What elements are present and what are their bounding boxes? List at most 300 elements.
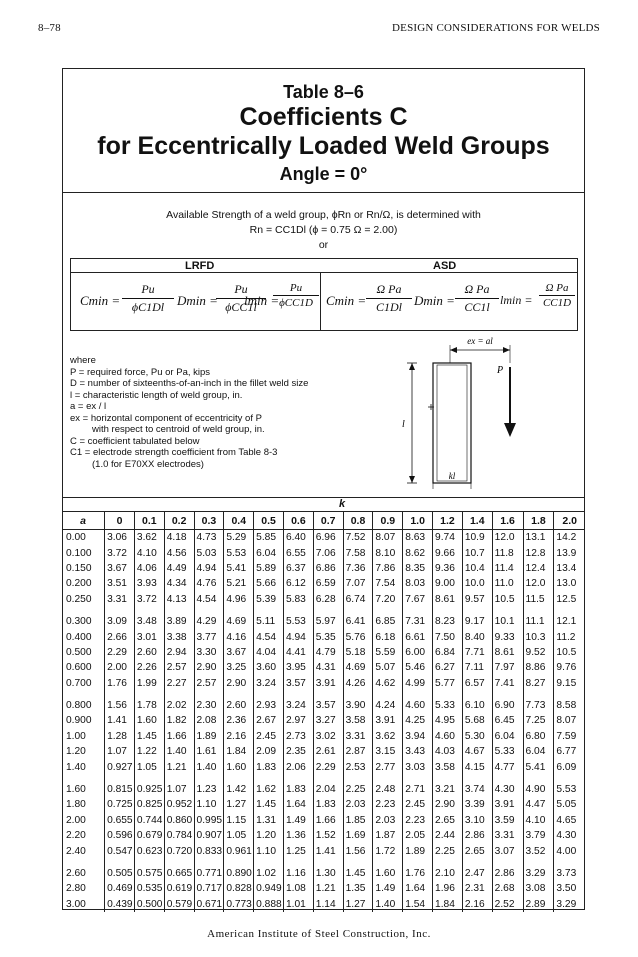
coefficient-cell: 10.4 (462, 561, 492, 576)
coefficient-cell: 3.67 (105, 561, 135, 576)
coefficient-cell: 2.06 (283, 759, 313, 774)
coefficient-cell: 4.77 (492, 759, 523, 774)
coefficient-cell: 2.60 (134, 645, 164, 660)
coefficient-cell: 3.52 (523, 843, 554, 858)
coefficient-cell: 2.77 (373, 759, 403, 774)
coefficient-cell: 3.31 (492, 828, 523, 843)
coefficient-cell: 6.84 (433, 645, 463, 660)
available-strength-line2: Rn = CC1Dl (ϕ = 0.75 Ω = 2.00) (249, 224, 398, 236)
coefficient-cell: 1.69 (343, 828, 373, 843)
asd-cmin-denominator: C1Dl (375, 300, 402, 314)
coefficient-cell: 14.2 (554, 530, 585, 546)
asd-dmin-fraction (455, 282, 499, 315)
coefficient-cell: 5.33 (492, 744, 523, 759)
coefficient-cell: 1.45 (134, 729, 164, 744)
a-value-cell: 0.500 (66, 646, 92, 658)
coefficient-cell: 3.39 (462, 797, 492, 812)
coefficient-cell: 4.54 (194, 592, 224, 607)
coefficient-cell: 8.10 (373, 545, 403, 560)
coefficient-cell: 2.48 (373, 782, 403, 797)
coefficient-cell: 4.60 (403, 698, 433, 713)
coefficient-cell: 1.72 (373, 843, 403, 858)
ex-arrow-right (503, 347, 510, 353)
coefficient-cell: 5.21 (224, 576, 254, 591)
k-column-header: 2.0 (554, 512, 585, 530)
coefficient-cell: 0.665 (164, 866, 194, 881)
coefficient-cell: 9.66 (433, 545, 463, 560)
coefficient-cell: 2.65 (433, 813, 463, 828)
coefficient-cell: 10.5 (554, 645, 585, 660)
lrfd-cmin-denominator: ϕC1Dl (131, 300, 165, 314)
coefficient-cell: 11.8 (492, 545, 523, 560)
coefficient-cell: 6.27 (433, 660, 463, 675)
coefficient-cell: 3.01 (134, 629, 164, 644)
coefficient-cell: 10.3 (523, 629, 554, 644)
coefficient-cell: 3.43 (403, 744, 433, 759)
a-value-cell: 0.150 (66, 562, 92, 574)
coefficient-cell: 3.06 (105, 530, 135, 546)
coefficient-cell: 0.619 (164, 881, 194, 896)
coefficient-cell: 3.95 (283, 660, 313, 675)
coefficient-cell: 4.16 (224, 629, 254, 644)
lrfd-cmin-numerator: Pu (122, 282, 174, 299)
table-row (62, 660, 585, 675)
lrfd-lmin-denominator: ϕCC1D (279, 297, 313, 309)
coefficient-cell: 1.66 (164, 729, 194, 744)
coefficient-cell: 0.815 (105, 782, 135, 797)
a-value-cell: 0.100 (66, 547, 92, 559)
coefficient-cell: 5.53 (224, 545, 254, 560)
coefficient-cell: 2.60 (224, 698, 254, 713)
coefficient-cell: 5.11 (254, 614, 284, 629)
coefficient-cell: 3.91 (313, 676, 343, 691)
coefficient-cell: 10.9 (462, 530, 492, 546)
coefficient-cell: 1.84 (433, 897, 463, 912)
coefficient-cell: 5.66 (254, 576, 284, 591)
coefficient-cell: 4.99 (403, 676, 433, 691)
coefficient-cell: 1.99 (134, 676, 164, 691)
page-number: 8–78 (38, 22, 61, 34)
k-header-row (62, 512, 585, 530)
table-top-rule (62, 497, 585, 498)
coefficient-cell: 3.89 (164, 614, 194, 629)
coefficient-cell: 11.4 (492, 561, 523, 576)
coefficient-cell: 4.94 (194, 561, 224, 576)
coefficient-cell: 6.18 (373, 629, 403, 644)
table-row (62, 698, 585, 713)
a-value-cell: 0.900 (66, 715, 92, 727)
coefficient-cell: 0.547 (105, 843, 135, 858)
coefficient-cell: 2.45 (254, 729, 284, 744)
coefficient-cell: 0.505 (105, 866, 135, 881)
coefficient-cell: 13.1 (523, 530, 554, 546)
coefficient-cell: 2.05 (403, 828, 433, 843)
asd-lmin-numerator: Ω Pa (539, 282, 575, 296)
group-spacer (62, 775, 585, 782)
coefficient-cell: 2.73 (283, 729, 313, 744)
weld-inner (437, 365, 467, 481)
table-row (62, 629, 585, 644)
coefficient-cell: 9.17 (462, 614, 492, 629)
coefficient-cell: 1.85 (343, 813, 373, 828)
k-column-header: 0.7 (313, 512, 343, 530)
coefficient-cell: 2.29 (313, 759, 343, 774)
coefficient-cell: 0.679 (134, 828, 164, 843)
lrfd-lmin-lhs: lmin = (244, 293, 280, 308)
definition-c1-cont: (1.0 for E70XX electrodes) (92, 458, 204, 470)
a-value-cell: 3.00 (66, 898, 86, 910)
weld-outline (433, 363, 471, 483)
coefficient-cell: 7.36 (343, 561, 373, 576)
coefficient-cell: 4.30 (492, 782, 523, 797)
coefficient-cell: 2.29 (105, 645, 135, 660)
l-arrow-bottom (409, 476, 415, 483)
definitions-heading: where (70, 355, 96, 366)
coefficient-cell: 6.10 (462, 698, 492, 713)
coefficient-cell: 4.30 (554, 828, 585, 843)
coefficient-cell: 3.79 (523, 828, 554, 843)
coefficient-cell: 10.5 (492, 592, 523, 607)
coefficient-cell: 1.05 (224, 828, 254, 843)
coefficient-cell: 3.90 (343, 698, 373, 713)
coefficient-cell: 6.09 (554, 759, 585, 774)
coefficient-cell: 1.78 (134, 698, 164, 713)
coefficient-cell: 1.54 (403, 897, 433, 912)
coefficient-cell: 0.927 (105, 759, 135, 774)
coefficient-cell: 0.784 (164, 828, 194, 843)
table-row (62, 561, 585, 576)
coefficient-cell: 2.02 (164, 698, 194, 713)
coefficient-cell: 2.65 (462, 843, 492, 858)
coefficient-cell: 3.02 (313, 729, 343, 744)
a-value-cell: 2.00 (66, 814, 86, 826)
coefficient-cell: 6.74 (343, 592, 373, 607)
coefficient-cell: 5.35 (313, 629, 343, 644)
definitions (70, 355, 308, 470)
k-column-header: 1.2 (433, 512, 463, 530)
a-value-cell: 0.400 (66, 631, 92, 643)
coefficient-cell: 8.40 (462, 629, 492, 644)
coefficient-cell: 4.24 (373, 698, 403, 713)
equation-box-top (70, 258, 578, 259)
coefficient-cell: 5.59 (373, 645, 403, 660)
coefficient-cell: 12.0 (523, 576, 554, 591)
coefficient-cell: 0.888 (254, 897, 284, 912)
coefficient-cell: 2.35 (283, 744, 313, 759)
coefficient-cell: 1.64 (283, 797, 313, 812)
lrfd-lmin-numerator: Pu (273, 282, 319, 296)
l-arrow-top (409, 363, 415, 370)
ex-label: ex = al (467, 336, 493, 346)
coefficient-cell: 4.31 (313, 660, 343, 675)
coefficient-cell: 2.45 (403, 797, 433, 812)
coefficient-table-body (62, 530, 585, 912)
coefficient-cell: 4.13 (164, 592, 194, 607)
coefficient-cell: 1.61 (194, 744, 224, 759)
coefficient-cell: 3.24 (283, 698, 313, 713)
equation-box-bottom (70, 330, 578, 331)
coefficient-cell: 3.94 (403, 729, 433, 744)
asd-lmin-lhs: lmin = (500, 293, 533, 307)
coefficient-cell: 2.71 (403, 782, 433, 797)
coefficient-cell: 1.62 (254, 782, 284, 797)
coefficient-cell: 7.20 (373, 592, 403, 607)
coefficient-cell: 6.90 (492, 698, 523, 713)
coefficient-cell: 2.90 (433, 797, 463, 812)
coefficient-cell: 9.36 (433, 561, 463, 576)
table-row (62, 744, 585, 759)
coefficient-cell: 1.42 (224, 782, 254, 797)
coefficient-cell: 1.01 (283, 897, 313, 912)
coefficient-cell: 4.73 (194, 530, 224, 546)
coefficient-cell: 1.10 (194, 797, 224, 812)
coefficient-cell: 4.29 (194, 614, 224, 629)
coefficient-cell: 1.49 (373, 881, 403, 896)
coefficient-cell: 0.828 (224, 881, 254, 896)
coefficient-cell: 3.07 (492, 843, 523, 858)
coefficient-cell: 3.29 (554, 897, 585, 912)
coefficient-cell: 2.03 (343, 797, 373, 812)
coefficient-cell: 3.31 (343, 729, 373, 744)
a-value-cell: 0.200 (66, 578, 92, 590)
asd-label: ASD (433, 260, 457, 272)
coefficient-cell: 3.48 (134, 614, 164, 629)
coefficient-cell: 6.55 (283, 545, 313, 560)
coefficient-table (62, 511, 585, 912)
coefficient-cell: 3.58 (343, 713, 373, 728)
coefficient-cell: 6.04 (254, 545, 284, 560)
coefficient-cell: 8.07 (373, 530, 403, 546)
coefficient-cell: 1.41 (105, 713, 135, 728)
table-row (62, 530, 585, 546)
coefficient-cell: 1.31 (254, 813, 284, 828)
coefficient-cell: 0.825 (134, 797, 164, 812)
coefficient-cell: 6.04 (523, 744, 554, 759)
coefficient-cell: 2.57 (194, 676, 224, 691)
coefficient-cell: 0.596 (105, 828, 135, 843)
coefficient-cell: 1.45 (343, 866, 373, 881)
a-value-cell: 1.00 (66, 730, 86, 742)
coefficient-cell: 4.25 (403, 713, 433, 728)
running-head: DESIGN CONSIDERATIONS FOR WELDS (392, 22, 600, 34)
coefficient-cell: 0.961 (224, 843, 254, 858)
coefficient-cell: 0.725 (105, 797, 135, 812)
coefficient-cell: 1.41 (313, 843, 343, 858)
k-column-header: 0.4 (224, 512, 254, 530)
coefficient-cell: 5.68 (462, 713, 492, 728)
definition-l: l = characteristic length of weld group, in. (70, 389, 243, 401)
asd-cmin-lhs: Cmin = (326, 293, 367, 308)
coefficient-cell: 1.66 (313, 813, 343, 828)
definition-p: P = required force, Pu or Pa, kips (70, 366, 211, 378)
a-value-cell: 2.40 (66, 845, 86, 857)
coefficient-cell: 1.22 (134, 744, 164, 759)
coefficient-cell: 7.11 (462, 660, 492, 675)
coefficient-cell: 3.91 (492, 797, 523, 812)
coefficient-cell: 1.60 (224, 759, 254, 774)
coefficient-cell: 2.53 (343, 759, 373, 774)
page-footer: American Institute of Steel Construction, Inc. (207, 928, 431, 940)
coefficient-cell: 1.23 (194, 782, 224, 797)
coefficient-cell: 1.56 (105, 698, 135, 713)
kl-label: kl (448, 471, 456, 481)
coefficient-cell: 8.86 (523, 660, 554, 675)
k-column-header: 0.5 (254, 512, 284, 530)
coefficient-cell: 6.59 (313, 576, 343, 591)
coefficient-cell: 2.00 (105, 660, 135, 675)
coefficient-cell: 2.23 (403, 813, 433, 828)
coefficient-cell: 4.54 (254, 629, 284, 644)
coefficient-cell: 4.79 (313, 645, 343, 660)
coefficient-cell: 2.66 (105, 629, 135, 644)
coefficient-cell: 1.87 (373, 828, 403, 843)
coefficient-cell: 1.45 (254, 797, 284, 812)
coefficient-cell: 1.08 (283, 881, 313, 896)
coefficient-cell: 7.58 (343, 545, 373, 560)
coefficient-cell: 1.49 (283, 813, 313, 828)
coefficient-cell: 0.579 (164, 897, 194, 912)
a-value-cell: 0.00 (66, 532, 86, 544)
lrfd-cmin-lhs: Cmin = (80, 293, 121, 308)
available-strength-line1: Available Strength of a weld group, ϕRn or Rn/Ω, is determined with (166, 209, 481, 221)
coefficient-cell: 6.12 (283, 576, 313, 591)
coefficient-cell: 7.54 (373, 576, 403, 591)
equation-box-left (70, 258, 71, 330)
coefficient-cell: 0.720 (164, 843, 194, 858)
definition-c1: C1 = electrode strength coefficient from Table 8-3 (70, 447, 278, 458)
k-column-header: 1.4 (462, 512, 492, 530)
coefficient-cell: 0.500 (134, 897, 164, 912)
coefficient-cell: 6.85 (373, 614, 403, 629)
coefficient-cell: 2.31 (462, 881, 492, 896)
equation-box-divider (320, 272, 321, 330)
coefficient-cell: 2.36 (224, 713, 254, 728)
coefficient-cell: 2.86 (492, 866, 523, 881)
table-title-line2: for Eccentrically Loaded Weld Groups (97, 132, 550, 160)
table-row (62, 614, 585, 629)
coefficient-cell: 2.26 (134, 660, 164, 675)
coefficient-cell: 7.86 (373, 561, 403, 576)
coefficient-cell: 2.25 (343, 782, 373, 797)
lrfd-cmin-fraction (122, 282, 174, 315)
coefficient-cell: 1.56 (343, 843, 373, 858)
k-column-header: 0.2 (164, 512, 194, 530)
coefficient-cell: 1.83 (283, 782, 313, 797)
coefficient-cell: 5.18 (343, 645, 373, 660)
coefficient-cell: 7.71 (462, 645, 492, 660)
coefficient-cell: 4.69 (343, 660, 373, 675)
coefficient-cell: 12.5 (554, 592, 585, 607)
coefficient-cell: 9.33 (492, 629, 523, 644)
coefficient-cell: 2.30 (194, 698, 224, 713)
coefficient-cell: 8.35 (403, 561, 433, 576)
coefficient-cell: 0.744 (134, 813, 164, 828)
coefficient-cell: 1.84 (224, 744, 254, 759)
coefficient-cell: 3.77 (194, 629, 224, 644)
coefficient-cell: 0.535 (134, 881, 164, 896)
coefficient-cell: 3.57 (313, 698, 343, 713)
coefficient-cell: 9.76 (554, 660, 585, 675)
coefficient-cell: 4.69 (224, 614, 254, 629)
coefficient-cell: 4.26 (343, 676, 373, 691)
coefficient-cell: 12.0 (492, 530, 523, 546)
equation-box-header-rule (70, 272, 578, 273)
definition-d: D = number of sixteenths-of-an-inch in the fillet weld size (70, 378, 309, 389)
coefficient-cell: 6.04 (492, 729, 523, 744)
coefficient-cell: 8.03 (403, 576, 433, 591)
coefficient-cell: 7.31 (403, 614, 433, 629)
coefficient-cell: 9.00 (433, 576, 463, 591)
asd-dmin-numerator: Ω Pa (455, 282, 499, 299)
table-row (62, 729, 585, 744)
coefficient-cell: 5.05 (554, 797, 585, 812)
coefficient-cell: 6.57 (462, 676, 492, 691)
coefficient-cell: 2.47 (462, 866, 492, 881)
coefficient-cell: 0.575 (134, 866, 164, 881)
coefficient-cell: 0.671 (194, 897, 224, 912)
coefficient-cell: 4.90 (523, 782, 554, 797)
coefficient-cell: 5.33 (433, 698, 463, 713)
l-label: l (402, 419, 405, 430)
coefficient-cell: 5.77 (433, 676, 463, 691)
coefficient-cell: 0.952 (164, 797, 194, 812)
coefficient-cell: 4.49 (164, 561, 194, 576)
coefficient-cell: 9.74 (433, 530, 463, 546)
coefficient-cell: 2.23 (373, 797, 403, 812)
asd-lmin-denominator: CC1D (542, 297, 572, 309)
coefficient-cell: 3.58 (433, 759, 463, 774)
coefficient-cell: 5.30 (462, 729, 492, 744)
ex-arrow-left (450, 347, 457, 353)
coefficient-cell: 12.4 (523, 561, 554, 576)
coefficient-cell: 2.16 (462, 897, 492, 912)
coefficient-cell: 2.97 (283, 713, 313, 728)
a-value-cell: 0.800 (66, 700, 92, 712)
lrfd-dmin-numerator: Pu (216, 282, 266, 299)
coefficient-cell: 9.52 (523, 645, 554, 660)
coefficient-cell: 4.10 (134, 545, 164, 560)
coefficient-cell: 2.09 (254, 744, 284, 759)
coefficient-cell: 3.62 (134, 530, 164, 546)
coefficient-cell: 3.51 (105, 576, 135, 591)
coefficient-cell: 3.09 (105, 614, 135, 629)
coefficient-cell: 5.53 (283, 614, 313, 629)
coefficient-cell: 0.623 (134, 843, 164, 858)
a-value-cell: 2.80 (66, 883, 86, 895)
coefficient-cell: 2.44 (433, 828, 463, 843)
table-row (62, 759, 585, 774)
coefficient-cell: 3.74 (462, 782, 492, 797)
table-row (62, 813, 585, 828)
coefficient-cell: 4.56 (164, 545, 194, 560)
coefficient-cell: 7.41 (492, 676, 523, 691)
coefficient-cell: 8.58 (554, 698, 585, 713)
coefficient-cell: 3.29 (523, 866, 554, 881)
group-spacer (62, 607, 585, 614)
coefficient-cell: 4.76 (194, 576, 224, 591)
coefficient-cell: 3.67 (224, 645, 254, 660)
a-value-cell: 2.20 (66, 830, 86, 842)
coefficient-cell: 13.4 (554, 561, 585, 576)
group-spacer (62, 691, 585, 698)
coefficient-cell: 5.89 (254, 561, 284, 576)
coefficient-cell: 4.34 (164, 576, 194, 591)
coefficient-cell: 0.995 (194, 813, 224, 828)
coefficient-cell: 6.86 (313, 561, 343, 576)
coefficient-cell: 1.25 (283, 843, 313, 858)
coefficient-cell: 3.31 (105, 592, 135, 607)
table-row (62, 897, 585, 912)
